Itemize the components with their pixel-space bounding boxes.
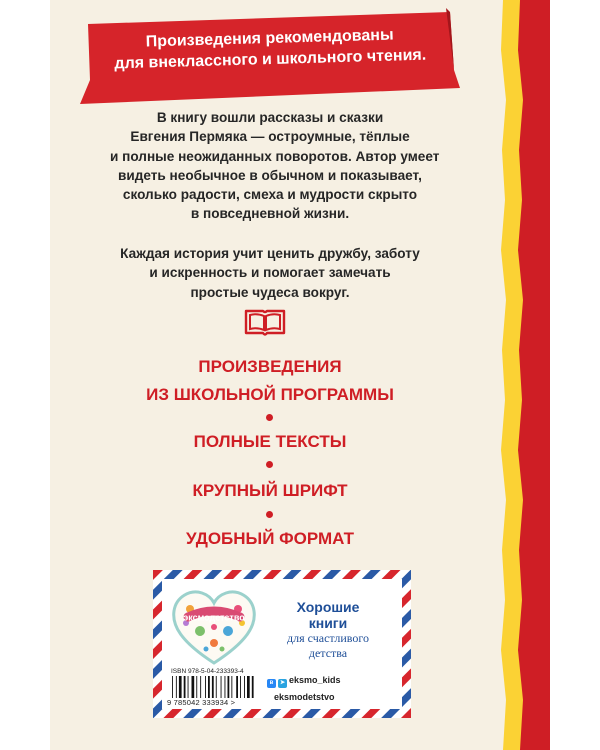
- text-line: Каждая история учит ценить дружбу, заботу: [120, 246, 420, 261]
- text-line: Евгения Пермяка — остроумные, тёплые: [130, 129, 410, 145]
- banner-line-2: для внеклассного и школьного чтения.: [114, 46, 427, 73]
- barcode-bar: [247, 676, 250, 698]
- social-handle-kids: eksmo_kids: [289, 675, 341, 685]
- text-line: простые чудеса вокруг.: [190, 284, 350, 300]
- feature-full-texts: ПОЛНЫЕ ТЕКСТЫ: [193, 432, 347, 451]
- back-cover: [50, 0, 550, 750]
- isbn: ISBN 978-5-04-233393-4: [171, 668, 244, 675]
- barcode-bar: [172, 676, 173, 698]
- publisher-badge: [153, 570, 411, 718]
- barcode-bar: [212, 676, 214, 698]
- social-link-detstvo[interactable]: eksmodetstvo: [274, 692, 335, 702]
- slogan: [262, 599, 394, 661]
- barcode: [171, 676, 261, 698]
- barcode-bar: [244, 676, 245, 698]
- bullet-dot: [266, 414, 273, 421]
- social-link-vk[interactable]: [267, 675, 397, 688]
- barcode-bar: [252, 676, 254, 698]
- badge-content: [162, 579, 402, 709]
- text-line: в повседневной жизни.: [190, 206, 350, 222]
- barcode-bar: [188, 676, 189, 698]
- telegram-icon: ➤: [279, 680, 286, 686]
- barcode-bar: [196, 676, 197, 698]
- barcode-bar: [231, 676, 232, 698]
- barcode-bar: [208, 676, 210, 698]
- feature-school-works-line1: ПРОИЗВЕДЕНИЯ: [198, 357, 342, 376]
- slogan-line-3: для счастливого: [287, 631, 369, 645]
- barcode-bar: [184, 676, 186, 698]
- barcode-bar: [205, 676, 206, 698]
- barcode-bar: [176, 676, 177, 698]
- barcode-bar: [225, 676, 226, 698]
- barcode-bar: [216, 676, 217, 698]
- text-line: видеть необычное в обычном и показывает,: [118, 167, 422, 183]
- text-line: сколько радости, смеха и мудрости скрыто: [122, 187, 418, 203]
- text-line: В книгу вошли рассказы и сказки: [156, 110, 384, 125]
- feature-large-print: КРУПНЫЙ ШРИФТ: [192, 481, 348, 500]
- barcode-bar: [200, 676, 201, 698]
- slogan-line-4: детства: [308, 646, 348, 660]
- slogan-line-1: Хорошие: [296, 599, 360, 615]
- open-book-icon: [244, 307, 286, 339]
- barcode-bar: [221, 676, 222, 698]
- description-paragraph-2: [110, 244, 430, 302]
- feature-school-works-line2: ИЗ ШКОЛЬНОЙ ПРОГРАММЫ: [146, 385, 394, 404]
- red-stripe: [518, 0, 550, 750]
- barcode-number: 9 785042 333934 >: [167, 698, 236, 707]
- barcode-bar: [179, 676, 182, 698]
- barcode-bar: [192, 676, 195, 698]
- barcode-bar: [236, 676, 238, 698]
- bullet-dot: [266, 511, 273, 518]
- description-paragraph-1: [110, 108, 440, 224]
- vk-icon: в: [267, 679, 276, 688]
- barcode-bar: [228, 676, 230, 698]
- banner-line-1: Произведения рекомендованы: [145, 26, 394, 51]
- barcode-bar: [240, 676, 241, 698]
- bullet-dot: [266, 461, 273, 468]
- logo-text: эксмодетство: [183, 612, 245, 623]
- feature-handy-format: УДОБНЫЙ ФОРМАТ: [186, 529, 354, 548]
- text-line: и полные неожиданных поворотов. Автор умеет: [110, 148, 440, 164]
- heart-logo: [170, 587, 258, 667]
- text-line: и искренность и помогает замечать: [149, 265, 391, 281]
- slogan-line-2: книги: [308, 615, 348, 631]
